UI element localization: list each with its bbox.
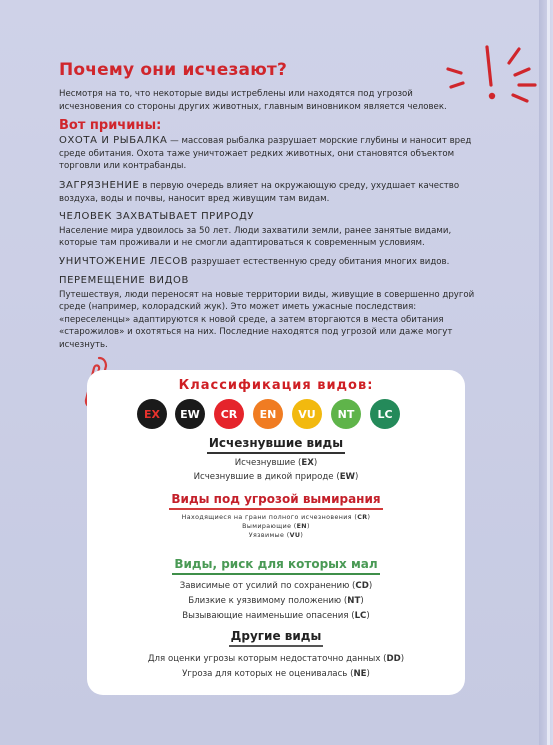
section-threatened-title: Виды под угрозой вымирания bbox=[87, 492, 465, 510]
category-line: Уязвимые (VU) bbox=[248, 532, 304, 539]
page-title: Почему они исчезают? bbox=[59, 60, 288, 80]
category-line: Находящиеся на грани полного исчезновения (CR) bbox=[181, 514, 371, 521]
category-line: Вымирающие (EN) bbox=[242, 523, 310, 530]
badge-lc: LC bbox=[370, 399, 400, 429]
intro-text: Несмотря на то, что некоторые виды истреблены или находятся под угрозой исчезновения со стороны других животных, главным виновником является человек. bbox=[59, 89, 447, 112]
section-other-title: Другие виды bbox=[87, 629, 465, 647]
reason-text: в первую очередь влияет на окружающую среду, ухудшает качество воздуха, воды и почвы, наносит вред живущим там видам. bbox=[59, 181, 460, 204]
badge-cr: CR bbox=[214, 399, 244, 429]
reason-pollution bbox=[59, 180, 489, 205]
badge-vu: VU bbox=[292, 399, 322, 429]
reason-text: Население мира удвоилось за 50 лет. Люди захватили земли, ранее занятые видами, которые там проживали и не смогли адаптироваться к современным условиям. bbox=[59, 225, 452, 248]
classification-card bbox=[87, 370, 465, 695]
status-badges bbox=[137, 399, 417, 429]
category-line: Исчезнувшие в дикой природе (EW) bbox=[193, 472, 359, 482]
section-low-risk-title: Виды, риск для которых мал bbox=[87, 557, 465, 575]
reason-keyword: УНИЧТОЖЕНИЕ ЛЕСОВ bbox=[59, 256, 189, 267]
reason-text: — массовая рыбалка разрушает морские глубины и наносит вред среде обитания. Охота таже уничтожает редких животных, они становятся объектом торговли или контрабанды. bbox=[59, 136, 472, 171]
reason-relocation bbox=[59, 275, 489, 351]
reason-keyword: ЗАГРЯЗНЕНИЕ bbox=[59, 180, 140, 191]
reason-keyword: ОХОТА И РЫБАЛКА bbox=[59, 135, 168, 146]
badge-nt: NT bbox=[331, 399, 361, 429]
reason-text: разрушает естественную среду обитания многих видов. bbox=[188, 257, 450, 267]
category-line: Зависимые от усилий по сохранению (CD) bbox=[179, 581, 373, 591]
category-line: Близкие к уязвимому положению (NT) bbox=[188, 596, 364, 606]
section-extinct-title: Исчезнувшие виды bbox=[87, 436, 465, 454]
category-line: Вызывающие наименьшие опасения (LC) bbox=[182, 611, 370, 621]
reasons-heading: Вот причины: bbox=[59, 118, 162, 133]
reason-text: Путешествуя, люди переносят на новые территории виды, живущие в совершенно другой среде (например, колорадский жук). Это может иметь ужасные последствия: «переселенцы» адаптируются к новой среде, а затем вторгаются в места обитания «старожилов» и охотяться на них. Последние находятся под угрозой или даже могут исчезнуть. bbox=[59, 289, 475, 350]
reason-deforestation bbox=[59, 256, 489, 269]
category-line: Исчезнувшие (EX) bbox=[234, 458, 318, 468]
reason-habitat bbox=[59, 211, 489, 250]
badge-ew: EW bbox=[175, 399, 205, 429]
badge-en: EN bbox=[253, 399, 283, 429]
category-line: Угроза для которых не оценивалась (NE) bbox=[182, 669, 370, 679]
exclamation-dot bbox=[489, 93, 495, 99]
reason-heading: ЧЕЛОВЕК ЗАХВАТЫВАЕТ ПРИРОДУ bbox=[59, 211, 255, 222]
reason-hunting bbox=[59, 135, 489, 173]
reason-heading: ПЕРЕМЕЩЕНИЕ ВИДОВ bbox=[59, 275, 189, 286]
classification-title: Классификация видов: bbox=[178, 378, 374, 393]
category-line: Для оценки угрозы которым недостаточно данных (DD) bbox=[147, 654, 405, 664]
badge-ex: EX bbox=[137, 399, 167, 429]
